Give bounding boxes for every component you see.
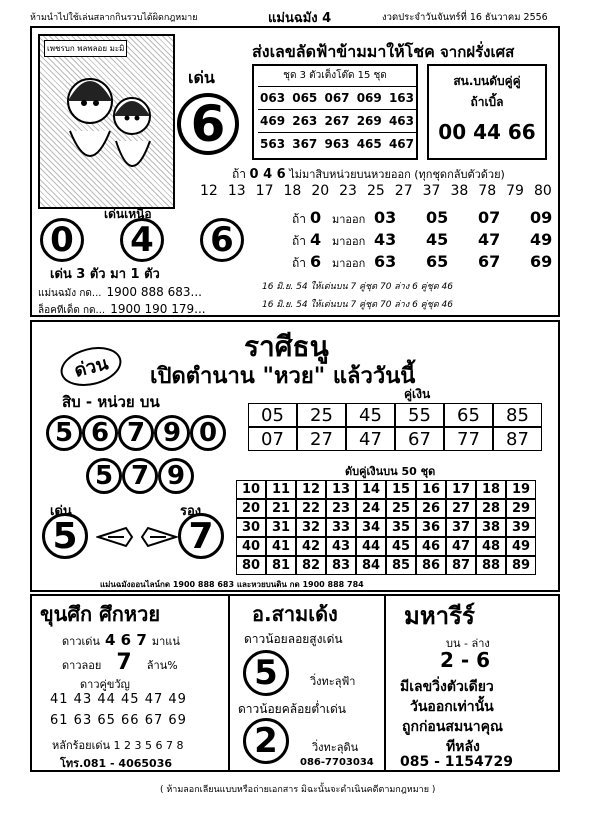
set-cell: 067 xyxy=(324,91,350,105)
set-cell: 163 xyxy=(388,91,414,105)
if-num: 05 xyxy=(426,208,449,227)
if-num: 69 xyxy=(530,252,553,271)
three-digit-circle: 9 xyxy=(158,458,194,494)
grid-cell: 84 xyxy=(356,556,386,575)
col3-updown: บน - ล่าง xyxy=(446,637,490,650)
grid-cell: 89 xyxy=(506,556,536,575)
set-cell: 467 xyxy=(388,137,414,151)
grid-cell: 42 xyxy=(296,537,326,556)
grid-cell: 83 xyxy=(326,556,356,575)
condition-digits: 0 4 6 xyxy=(249,167,286,182)
col2-title: อ.สามเด้ง xyxy=(252,602,338,626)
if-row xyxy=(292,252,582,274)
three-line: เด่น 3 ตัว มา 1 ตัว xyxy=(50,267,160,282)
grid-cell: 14 xyxy=(356,480,386,499)
lead-label-mid: เด่น xyxy=(50,504,72,519)
set-caption: ชุด 3 ตัวเต็งโต๊ด 15 ชุด xyxy=(283,70,387,81)
if-num: 09 xyxy=(530,208,553,227)
pair-row xyxy=(248,403,542,427)
number-line-item: 27 xyxy=(394,183,413,199)
if-pre: ถ้า xyxy=(292,256,307,270)
grid-row xyxy=(236,556,536,575)
comic-characters xyxy=(50,61,165,201)
grid-cell: 43 xyxy=(326,537,356,556)
grid-cell: 46 xyxy=(416,537,446,556)
france-nums: 00 44 66 xyxy=(438,120,536,144)
header-left: ห้ามนำไปใช้เล่นสลากกินรวบได้ผิดกฎหมาย xyxy=(30,13,198,23)
header-title: แม่นฉมัง 4 xyxy=(268,11,332,26)
grid-cell: 47 xyxy=(446,537,476,556)
grid-cell: 18 xyxy=(476,480,506,499)
col1-phone: โทร.081 - 4065036 xyxy=(60,757,173,770)
col3-nums: 2 - 6 xyxy=(440,648,491,672)
grid-cell: 23 xyxy=(326,499,356,518)
if-num: 49 xyxy=(530,230,553,249)
three-digit-circle: 5 xyxy=(86,458,122,494)
pair-cell: 55 xyxy=(395,403,444,427)
pair-grid xyxy=(248,403,542,451)
col1-float-suffix: ล้าน% xyxy=(146,659,178,672)
col3-text4: ทีหลัง xyxy=(446,739,480,755)
grid-cell: 16 xyxy=(416,480,446,499)
lead-label: เด่น xyxy=(188,68,215,87)
comic-image xyxy=(38,34,175,209)
set-cell: 563 xyxy=(260,137,286,151)
col2-digit2: 2 xyxy=(243,718,289,764)
grid-cell: 10 xyxy=(236,480,266,499)
number-line-item: 17 xyxy=(255,183,274,199)
if-mid: มาออก xyxy=(332,235,366,248)
number-line-item: 13 xyxy=(227,183,246,199)
tens-digit-circle: 5 xyxy=(46,415,82,451)
grid-cell: 21 xyxy=(266,499,296,518)
set-row xyxy=(258,132,416,155)
grid-cell: 20 xyxy=(236,499,266,518)
col2-line1: ดาวน้อยลอยสูงเด่น xyxy=(244,632,343,646)
pair-cell: 47 xyxy=(346,427,395,451)
france-title: จากฝรั่งเศส xyxy=(440,43,515,61)
pair-cell: 65 xyxy=(444,403,493,427)
pair-cell: 87 xyxy=(493,427,542,451)
if-pre: ถ้า xyxy=(292,212,307,226)
pair-cell: 27 xyxy=(297,427,346,451)
number-line-item: 80 xyxy=(533,183,552,199)
grid-cell: 29 xyxy=(506,499,536,518)
col2-line2: ดาวน้อยคล้อยต่ำเด่น xyxy=(238,702,346,716)
pointing-hands-icon xyxy=(96,522,178,552)
pair-cell: 05 xyxy=(248,403,297,427)
set-row xyxy=(258,86,416,109)
grid-cell: 15 xyxy=(386,480,416,499)
second-digit-circle: 7 xyxy=(178,513,224,559)
col3-text2: วันออกเท่านั้น xyxy=(410,699,494,715)
if-mid: มาออก xyxy=(332,257,366,270)
france-box xyxy=(427,64,547,160)
set-cell: 469 xyxy=(260,114,286,128)
grid-cell: 87 xyxy=(446,556,476,575)
phone1: 1900 888 683... xyxy=(106,285,202,299)
number-line-item: 12 xyxy=(200,183,218,199)
set-cell: 963 xyxy=(324,137,350,151)
col3-text1: มีเลขวิ่งตัวเดียว xyxy=(400,679,494,695)
grid-cell: 82 xyxy=(296,556,326,575)
grid-cell: 85 xyxy=(386,556,416,575)
col3-title: มหารีร์ xyxy=(404,602,475,630)
if-row xyxy=(292,230,582,252)
col1-title: ขุนศึก ศึกหวย xyxy=(40,602,161,626)
tens-digit-circle: 6 xyxy=(82,415,118,451)
set-cell: 063 xyxy=(260,91,286,105)
set-box xyxy=(252,64,418,160)
above-digit-circle: 0 xyxy=(40,218,84,262)
zodiac-title: ราศีธนู xyxy=(244,330,329,363)
three-digit-circle: 7 xyxy=(122,458,158,494)
number-line xyxy=(200,183,552,199)
phone2-row xyxy=(38,298,206,318)
if-digit: 6 xyxy=(310,252,322,271)
col1-pair-row2: 61 63 65 66 67 69 xyxy=(50,713,187,728)
number-line-item: 25 xyxy=(366,183,385,199)
grid-cell: 34 xyxy=(356,518,386,537)
grid-cell: 88 xyxy=(476,556,506,575)
middle-footer: แม่นฉมังออนไลน์กด 1900 888 683 และหวยบนดิน กด 1900 888 784 xyxy=(100,580,364,589)
pair-cell: 25 xyxy=(297,403,346,427)
col1-lead-suffix: มาแน่ xyxy=(151,635,180,648)
header-right: งวดประจำวันจันทร์ที่ 16 ธันวาคม 2556 xyxy=(382,12,548,23)
number-line-item: 78 xyxy=(478,183,497,199)
grid-row xyxy=(236,537,536,556)
grid-cell: 48 xyxy=(476,537,506,556)
comic-label: เพชรบก พลพลอย มะมิ xyxy=(44,40,127,57)
col1-float-row xyxy=(62,650,178,675)
pair-cell: 77 xyxy=(444,427,493,451)
grid-cell: 27 xyxy=(446,499,476,518)
headline: เปิดตำนาน "หวย" แล้ววันนี้ xyxy=(150,364,416,389)
grid-cell: 38 xyxy=(476,518,506,537)
grid-cell: 37 xyxy=(446,518,476,537)
if-rows xyxy=(292,208,582,274)
grid-cell: 26 xyxy=(416,499,446,518)
grid-cell: 30 xyxy=(236,518,266,537)
condition-line xyxy=(232,165,505,184)
phone2-label: ล็อคทีเด็ด กด... xyxy=(38,305,106,316)
grid-cell: 81 xyxy=(266,556,296,575)
set-row xyxy=(258,109,416,132)
number-line-item: 23 xyxy=(339,183,357,199)
above-label: เด่นเหนือ xyxy=(104,207,152,221)
set-cell: 069 xyxy=(356,91,382,105)
grid-cell: 22 xyxy=(296,499,326,518)
pair-label: คู่เงิน xyxy=(404,387,431,401)
grid-cell: 32 xyxy=(296,518,326,537)
col2-digit1: 5 xyxy=(243,650,289,696)
col1-lead-label: ดาวเด่น xyxy=(62,635,100,648)
col1-hundreds: หลักร้อยเด่น 1 2 3 5 6 7 8 xyxy=(52,739,184,752)
condition-text: ไม่มาสิบหน่วยบนหวยออก (ทุกชุดกลับตัวด้วย) xyxy=(289,168,505,181)
lead-digit-circle: 5 xyxy=(42,513,88,559)
grid-cell: 80 xyxy=(236,556,266,575)
grid-cell: 28 xyxy=(476,499,506,518)
if-num: 43 xyxy=(374,230,397,249)
grid-cell: 35 xyxy=(386,518,416,537)
grid-cell: 36 xyxy=(416,518,446,537)
tens-digit-circle: 9 xyxy=(154,415,190,451)
if-num: 67 xyxy=(478,252,501,271)
grid-cell: 40 xyxy=(236,537,266,556)
col1-float-label: ดาวลอย xyxy=(62,659,102,672)
if-pre: ถ้า xyxy=(292,234,307,248)
set-cell: 065 xyxy=(292,91,318,105)
col1-pair-label: ดาวคู่ขวัญ xyxy=(80,678,130,691)
grid-cell: 31 xyxy=(266,518,296,537)
number-line-item: 79 xyxy=(506,183,524,199)
if-num: 07 xyxy=(478,208,501,227)
grid-cell: 17 xyxy=(446,480,476,499)
grid-cell: 11 xyxy=(266,480,296,499)
if-num: 03 xyxy=(374,208,397,227)
footer-note: ( ห้ามลอกเลียนแบบหรือถ่ายเอกสาร มิฉะนั้นจะดำเนินคดีตามกฎหมาย ) xyxy=(160,785,436,795)
grid-row xyxy=(236,480,536,499)
phone2: 1900 190 179... xyxy=(110,302,206,316)
tens-digit-circle: 0 xyxy=(190,415,226,451)
set-cell: 463 xyxy=(388,114,414,128)
grid-cell: 24 xyxy=(356,499,386,518)
set-cell: 263 xyxy=(292,114,318,128)
grid-row xyxy=(236,499,536,518)
set-cell: 269 xyxy=(356,114,382,128)
grid-cell: 13 xyxy=(326,480,356,499)
grid-cell: 44 xyxy=(356,537,386,556)
above-digit-circle: 4 xyxy=(120,218,164,262)
col2-run1: วิ่งทะลุฟ้า xyxy=(310,675,356,688)
tens-digit-circle: 7 xyxy=(118,415,154,451)
grid-cell: 19 xyxy=(506,480,536,499)
grid-cell: 41 xyxy=(266,537,296,556)
col3-phone: 085 - 1154729 xyxy=(400,754,513,770)
if-num: 45 xyxy=(426,230,449,249)
grid-cell: 39 xyxy=(506,518,536,537)
second-label: รอง xyxy=(180,504,202,519)
urgent-badge: ด่วน xyxy=(56,341,125,392)
grid-cell: 33 xyxy=(326,518,356,537)
above-digit-circle: 6 xyxy=(200,218,244,262)
col2-phone: 086-7703034 xyxy=(300,757,374,768)
if-num: 47 xyxy=(478,230,501,249)
col1-lead-row xyxy=(62,630,180,650)
pair-cell: 07 xyxy=(248,427,297,451)
if-mid: มาออก xyxy=(332,213,366,226)
if-num: 65 xyxy=(426,252,449,271)
france-sub2: ถ้าเบิ้ล xyxy=(470,95,504,109)
if-digit: 4 xyxy=(310,230,322,249)
set-cell: 367 xyxy=(292,137,318,151)
number-line-item: 20 xyxy=(311,183,330,199)
pair-cell: 67 xyxy=(395,427,444,451)
france-sub: สน.บนดับคู่คู่ xyxy=(453,74,521,88)
number-line-item: 18 xyxy=(283,183,302,199)
set-rows xyxy=(258,86,416,155)
grid-cell: 86 xyxy=(416,556,446,575)
history-1: 16 มิ.ย. 54 ให้เด่นบน 7 คู่ชุด 70 ล่าง 6 คู่ชุด 46 xyxy=(262,282,453,292)
phone1-label: แม่นฉมัง กด... xyxy=(38,288,102,299)
col2-run2: วิ่งทะลุดิน xyxy=(312,741,359,754)
col1-lead-nums: 4 6 7 xyxy=(105,631,147,649)
if-digit: 0 xyxy=(310,208,322,227)
set-cell: 267 xyxy=(324,114,350,128)
condition-prefix: ถ้า xyxy=(232,167,247,181)
pair-cell: 85 xyxy=(493,403,542,427)
col1-pair-row1: 41 43 44 45 47 49 xyxy=(50,692,187,707)
pair-row xyxy=(248,427,542,451)
grid-row xyxy=(236,518,536,537)
number-line-item: 37 xyxy=(422,183,441,199)
number-grid xyxy=(236,480,536,575)
lead-circle: 6 xyxy=(177,93,239,155)
col3-text3: ถูกก่อนสมนาคุณ xyxy=(402,719,503,735)
grid-caption: ดับคู่เงินบน 50 ชุด xyxy=(345,465,436,478)
grid-cell: 25 xyxy=(386,499,416,518)
tens-label: สิบ - หน่วย บน xyxy=(62,393,160,411)
grid-cell: 45 xyxy=(386,537,416,556)
set-cell: 465 xyxy=(356,137,382,151)
grid-cell: 12 xyxy=(296,480,326,499)
grid-cell: 49 xyxy=(506,537,536,556)
if-num: 63 xyxy=(374,252,397,271)
if-row xyxy=(292,208,582,230)
number-line-item: 38 xyxy=(450,183,469,199)
col1-float-num: 7 xyxy=(116,650,132,675)
history-2: 16 มิ.ย. 54 ให้เด่นบน 7 คู่ชุด 70 ล่าง 6 คู่ชุด 46 xyxy=(262,300,453,310)
pair-cell: 45 xyxy=(346,403,395,427)
banner-title: ส่งเลขลัดฟ้าข้ามมาให้โชค xyxy=(252,42,435,61)
